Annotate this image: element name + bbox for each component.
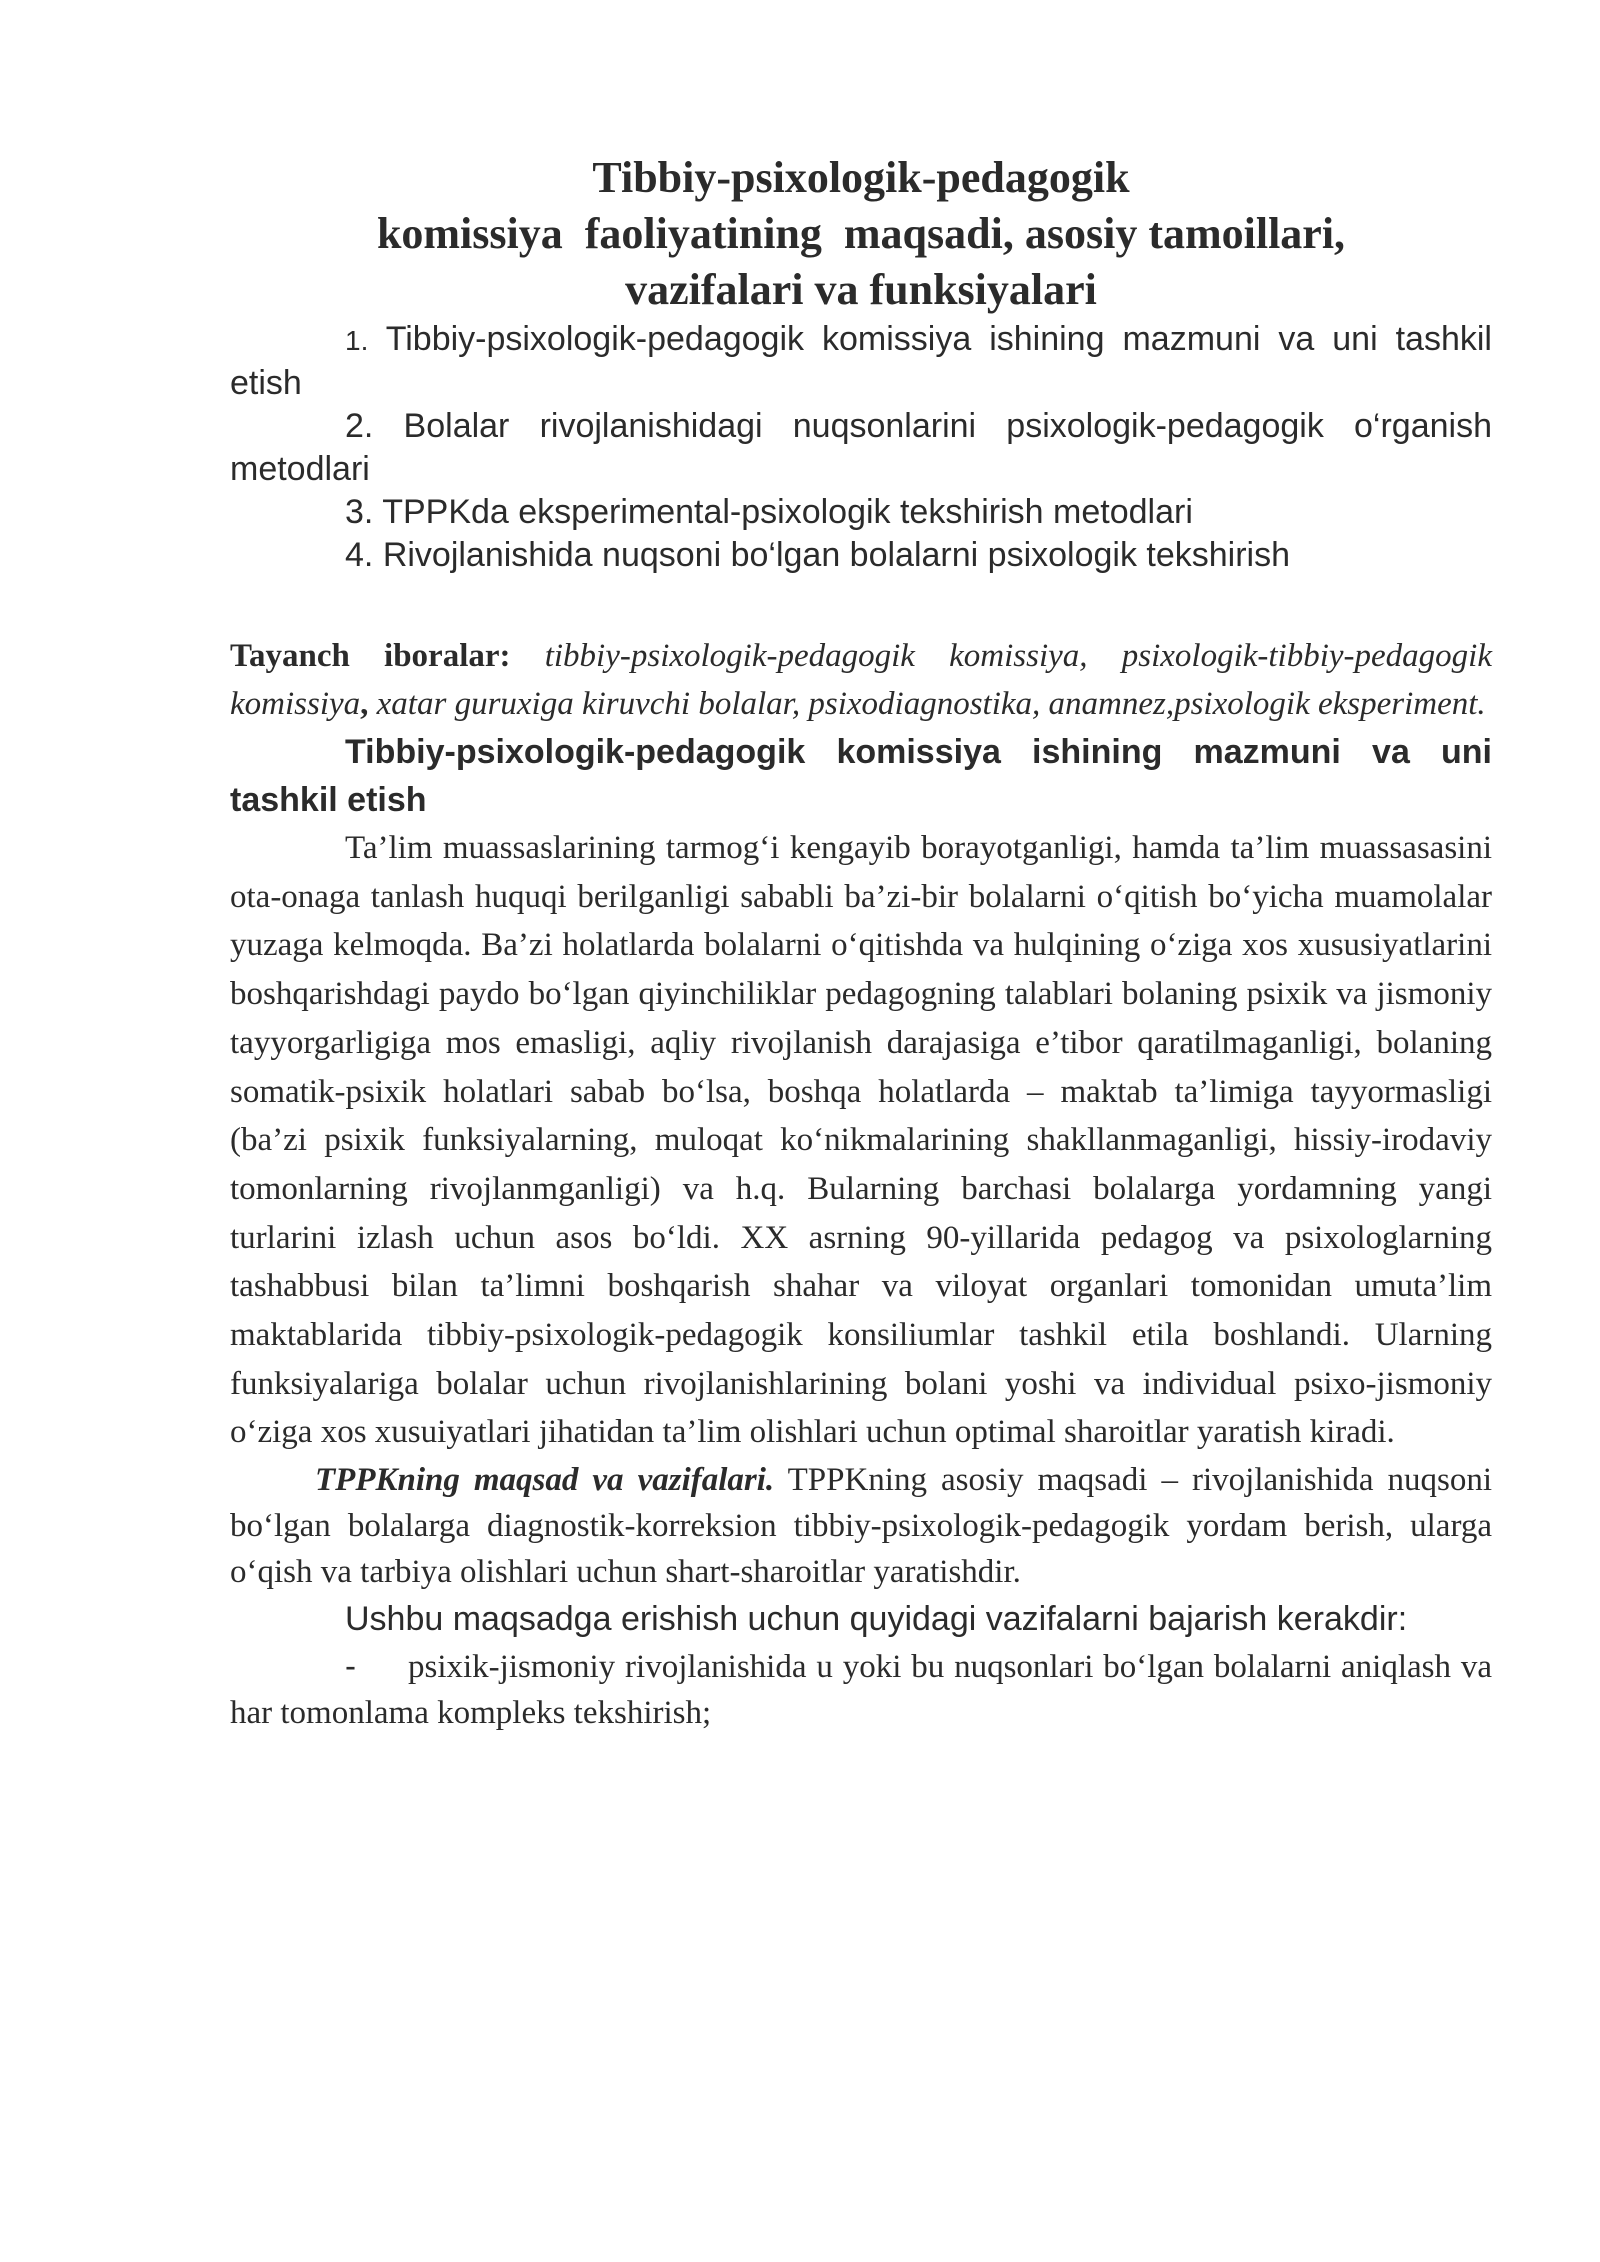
table-of-contents bbox=[230, 318, 1492, 577]
list-item-text: psixik-jismoniy rivojlanishida u yoki bu nuqsonlari bo‘lgan bolalarni aniqlash va har tomonlama kompleks tekshirish; bbox=[230, 1649, 1492, 1732]
toc-item bbox=[230, 405, 1492, 491]
body-paragraph-1: Ta’lim muassaslarining tarmog‘i kengayib borayotganligi, hamda ta’lim muassasasini ota-onaga tanlash huquqi berilganligi sababli ba’zi-bir bolalarni o‘qitish bo‘yicha muamolalar yuzaga kelmoqda. Ba’zi holatlarda bolalarni o‘qitishda va hulqining o‘ziga xos xususiyatlarini boshqarishdagi paydo bo‘lgan qiyinchiliklar pedagogning talablari bolaning psixik va jismoniy tayyorgarligiga mos emasligi, aqliy rivojlanish darajasiga e’tibor qaratilmaganligi, bolaning somatik-psixik holatlari sabab bo‘lsa, boshqa holatlarda – maktab ta’limiga tayyormasligi (ba’zi psixik funksiyalarning, muloqat ko‘nikmalarining shakllanmaganligi, hissiy-irodaviy tomonlarning rivojlanmganligi) va h.q. Bularning barchasi bolalarga yordamning yangi turlarini izlash uchun asos bo‘ldi. XX asrning 90-yillarida pedagog va psixologlarning tashabbusi bilan ta’limni boshqarish shahar va viloyat organlari tomonidan umuta’lim maktablarida tibbiy-psixologik-pedagogik konsiliumlar tashkil etila boshlandi. Ularning funksiyalariga bolalar uchun rivojlanishlarining bolani yoshi va individual psixo-jismoniy o‘ziga xos xusuiyatlari jihatidan ta’lim olishlari uchun optimal sharoitlar yaratish kiradi. bbox=[230, 830, 1492, 1451]
toc-text: Tibbiy-psixologik-pedagogik komissiya ishining mazmuni va uni tashkil etish bbox=[230, 320, 1492, 402]
paragraph-lead: TPPKning maqsad va vazifalari. bbox=[315, 1462, 775, 1499]
toc-number: 4. bbox=[345, 536, 374, 574]
toc-text: Rivojlanishida nuqsoni bo‘lgan bolalarni psixologik tekshirish bbox=[382, 536, 1291, 574]
title-line-2: komissiya faoliyatining maqsadi, asosiy tamoillari, bbox=[376, 209, 1346, 258]
document-page bbox=[230, 150, 1492, 1736]
document-title bbox=[230, 150, 1492, 318]
keywords-comma: , bbox=[360, 686, 369, 722]
bullet-dash: - bbox=[345, 1647, 356, 1685]
toc-number: 3. bbox=[345, 493, 374, 531]
toc-number: 1. bbox=[345, 325, 369, 356]
section-heading: Tibbiy-psixologik-pedagogik komissiya ishining mazmuni va uni tashkil etish bbox=[230, 733, 1492, 819]
toc-item bbox=[230, 491, 1492, 534]
paragraph-2-text: TPPKning asosiy maqsadi – rivojlanishida nuqsoni bo‘lgan bolalarga diagnostik-korreksion tibbiy-psixologik-pedagogik yordam berish, ularga o‘qish va tarbiya olishlari uchun shart-sharoitlar yaratishdir. bbox=[230, 1462, 1492, 1591]
body-paragraph-2 bbox=[230, 1457, 1492, 1595]
toc-number: 2. bbox=[345, 407, 374, 445]
list-item bbox=[230, 1643, 1492, 1736]
keywords-label: Tayanch iboralar: bbox=[230, 638, 511, 674]
keywords-part-2: xatar guruxiga kiruvchi bolalar, psixodiagnostika, anamnez,psixologik eksperiment. bbox=[376, 686, 1486, 722]
keywords-paragraph bbox=[230, 632, 1492, 728]
toc-item bbox=[230, 318, 1492, 405]
title-line-1: Tibbiy-psixologik-pedagogik bbox=[592, 153, 1130, 202]
keywords-part-1: tibbiy-psixologik-pedagogik komissiya, psixologik-tibbiy-pedagogik komissiya bbox=[230, 638, 1492, 722]
toc-item bbox=[230, 534, 1492, 577]
toc-text: Bolalar rivojlanishidagi nuqsonlarini psixologik-pedagogik o‘rganish metodlari bbox=[230, 407, 1492, 488]
toc-text: TPPKda eksperimental-psixologik tekshirish metodlari bbox=[382, 493, 1193, 531]
body-paragraph-3: Ushbu maqsadga erishish uchun quyidagi vazifalarni bajarish kerakdir: bbox=[345, 1600, 1408, 1639]
title-line-3: vazifalari va funksiyalari bbox=[625, 265, 1097, 314]
